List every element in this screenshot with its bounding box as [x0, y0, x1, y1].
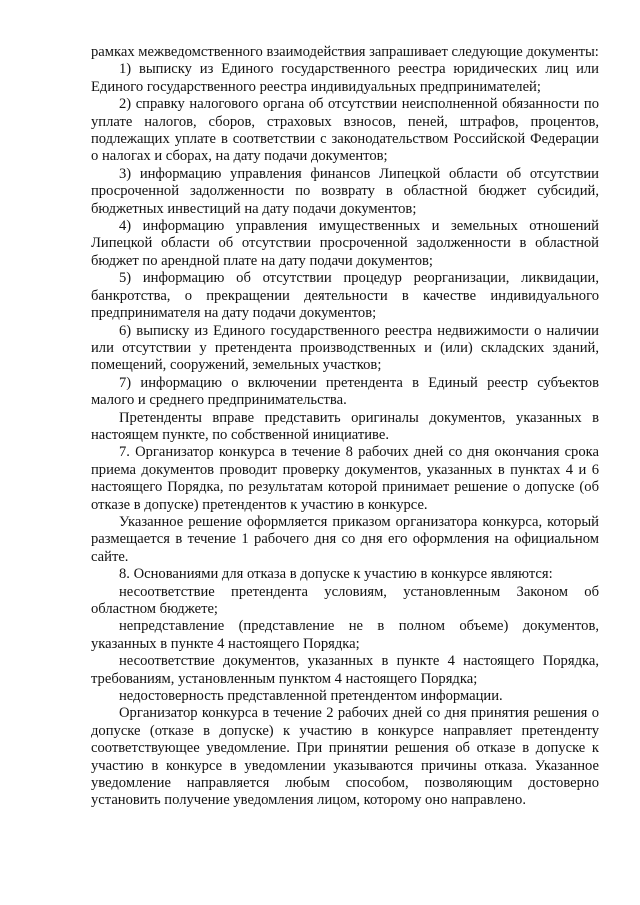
paragraph-item-2: 2) справку налогового органа об отсутствии неисполненной обязанности по уплате налогов, сборов, страховых взносов, пеней, штрафов, процентов, подлежащих уплате в соответствии с законодательством Российской Федерации о налогах и сборах, на дату подачи документов;: [91, 96, 599, 165]
paragraph-ground-2: непредставление (представление не в полном объеме) документов, указанных в пункте 4 настоящего Порядка;: [91, 618, 599, 652]
document-page: [91, 44, 599, 810]
paragraph-item-3: 3) информацию управления финансов Липецкой области об отсутствии просроченной задолженности по возврату в областной бюджет субсидий, бюджетных инвестиций на дату подачи документов;: [91, 165, 599, 217]
paragraph-notification: Организатор конкурса в течение 2 рабочих дней со дня принятия решения о допуске (отказе в допуске) к участию в конкурсе направляет претенденту соответствующее уведомление. При принятии решения об отказе в допуске к участию в конкурсе в уведомлении указываются причины отказа. Указанное уведомление направляется любым способом, позволяющим достоверно установить получение уведомления лицом, которому оно направлено.: [91, 705, 599, 809]
paragraph-ground-1: несоответствие претендента условиям, установленным Законом об областном бюджете;: [91, 583, 599, 617]
paragraph-item-6: 6) выписку из Единого государственного реестра недвижимости о наличии или отсутствии у претендента производственных и (или) складских зданий, помещений, сооружений, земельных участков;: [91, 322, 599, 374]
paragraph-originals-note: Претенденты вправе представить оригиналы документов, указанных в настоящем пункте, по собственной инициативе.: [91, 409, 599, 443]
paragraph-item-7: 7) информацию о включении претендента в Единый реестр субъектов малого и среднего предпринимательства.: [91, 374, 599, 409]
paragraph-section-7: 7. Организатор конкурса в течение 8 рабочих дней со дня окончания срока приема документов проводит проверку документов, указанных в пунктах 4 и 6 настоящего Порядка, по результатам которой принимает решение о допуске (об отказе в допуске) претендентов к участию в конкурсе.: [91, 444, 599, 513]
paragraph-section-8: 8. Основаниями для отказа в допуске к участию в конкурсе являются:: [119, 566, 553, 583]
paragraph-item-4: 4) информацию управления имущественных и земельных отношений Липецкой области об отсутствии просроченной задолженности в областной бюджет по арендной плате на дату подачи документов;: [91, 218, 599, 269]
paragraph-ground-3: несоответствие документов, указанных в пункте 4 настоящего Порядка, требованиям, установленным пунктом 4 настоящего Порядка;: [91, 653, 599, 687]
paragraph-ground-4: недостоверность представленной претендентом информации.: [119, 688, 503, 705]
paragraph-continuation: рамках межведомственного взаимодействия запрашивает следующие документы:: [91, 44, 599, 60]
paragraph-item-1: 1) выписку из Единого государственного реестра юридических лиц или Единого государственного реестра индивидуальных предпринимателей;: [91, 61, 599, 95]
paragraph-item-5: 5) информацию об отсутствии процедур реорганизации, ликвидации, банкротства, о прекращении деятельности в качестве индивидуального предпринимателя на дату подачи документов;: [91, 270, 599, 322]
paragraph-decision-order: Указанное решение оформляется приказом организатора конкурса, который размещается в течение 1 рабочего дня со дня его оформления на официальном сайте.: [91, 513, 599, 565]
